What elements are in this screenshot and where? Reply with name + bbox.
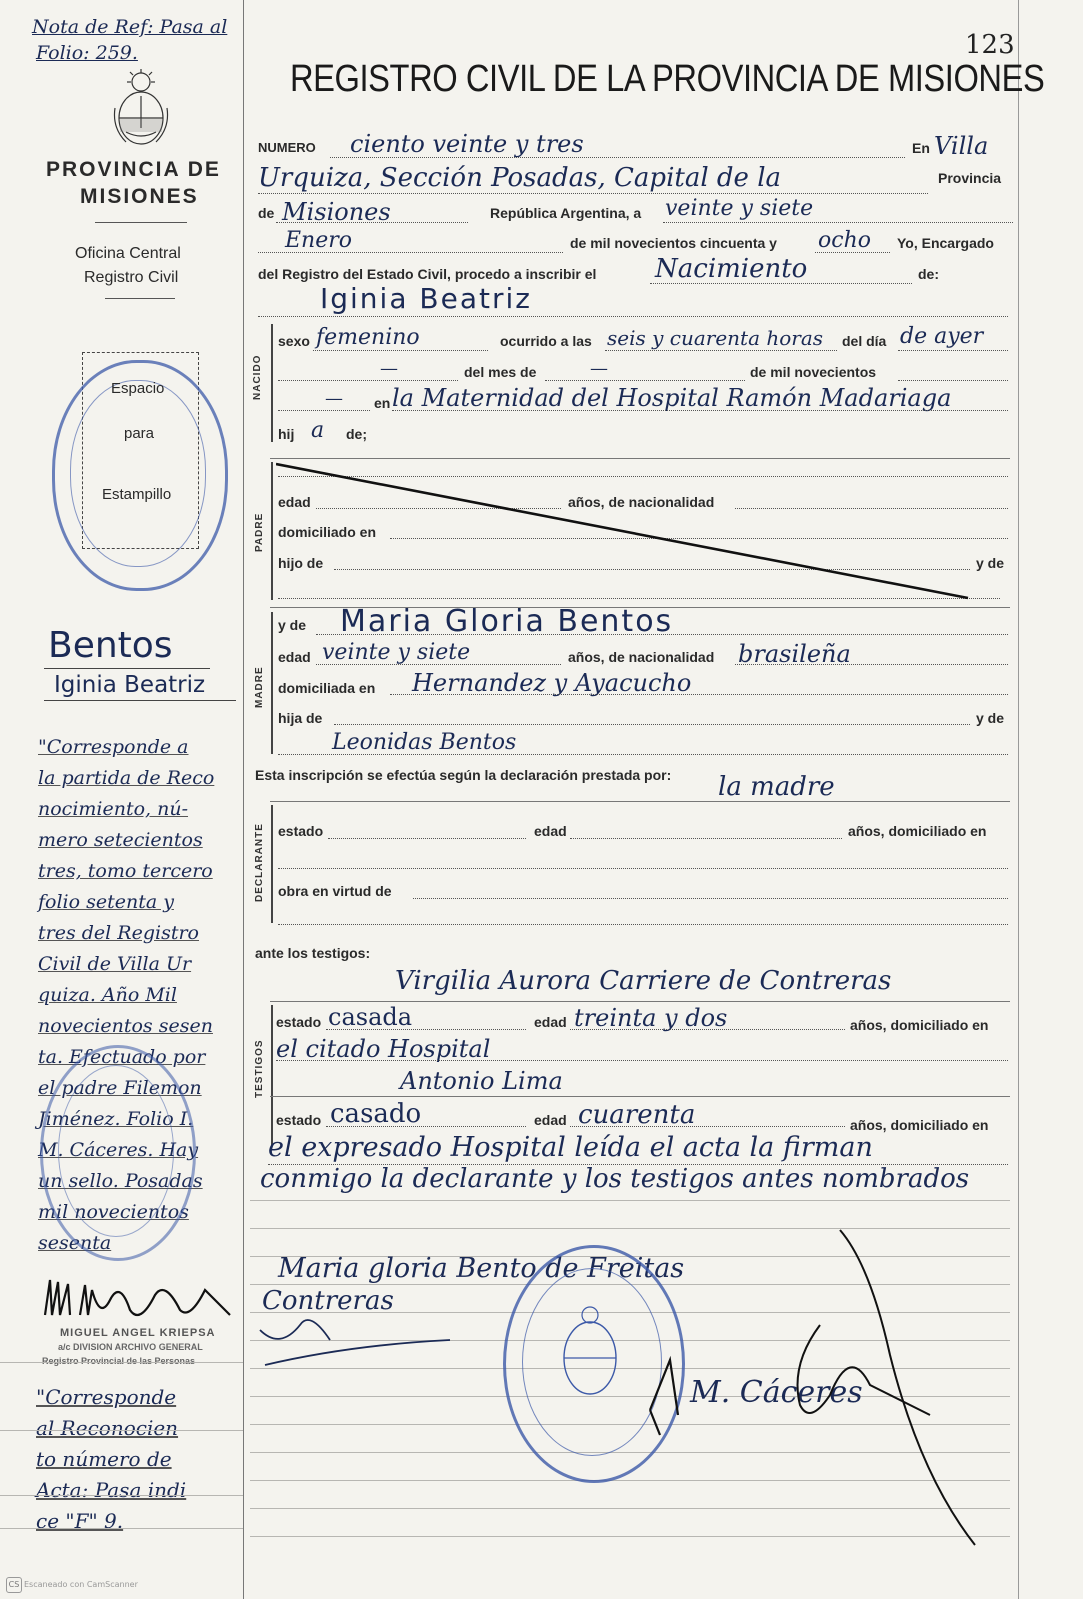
signature-declarante: Maria gloria Bento de Freitas <box>278 1253 685 1284</box>
stamp-box-text-2: para <box>124 425 155 442</box>
signature-rule <box>0 1495 243 1496</box>
testigos-intro-label: ante los testigos: <box>255 945 371 961</box>
margin-note-line: quiza. Año Mil <box>38 984 177 1006</box>
acto-dots <box>650 283 912 284</box>
testigo2-rule <box>270 1096 1010 1097</box>
coat-of-arms-icon <box>110 68 172 150</box>
nombre-value: Iginia Beatriz <box>320 282 532 315</box>
title-divider <box>95 222 187 223</box>
anio-dots <box>815 252 890 253</box>
left-margin-border <box>243 0 244 1599</box>
padre-edad-label: edad <box>278 494 311 510</box>
numero-label: NUMERO <box>258 140 316 155</box>
acto-value: Nacimiento <box>655 254 808 284</box>
province-title-2: MISIONES <box>80 185 199 208</box>
t1-domicilio-dots <box>276 1060 1008 1061</box>
padre-domicilio-label: domiciliado en <box>278 524 377 540</box>
line2-dots <box>258 193 928 194</box>
office-divider <box>105 298 175 299</box>
encargado-signature-stroke-icon <box>630 1225 990 1555</box>
testigos-section-label: TESTIGOS <box>254 1039 265 1098</box>
margin-signature-icon <box>40 1270 240 1330</box>
hij-value: a <box>311 418 325 443</box>
declarante-bracket <box>271 805 273 923</box>
declarante-last-dots <box>278 924 1008 925</box>
padre-bracket <box>271 462 273 600</box>
madre-hija-dots <box>334 724 970 725</box>
margin-note-line: el padre Filemon <box>38 1077 202 1099</box>
madre-nombre-dots <box>316 634 1008 635</box>
testigo2-edad: cuarenta <box>578 1100 696 1130</box>
declarante-edad-dots <box>570 838 842 839</box>
margin-given-names: Iginia Beatriz <box>54 672 206 698</box>
hij-label: hij <box>278 426 295 442</box>
testigos-top-rule <box>270 1001 1010 1002</box>
margin-bottom-note-line: ce "F" 9. <box>36 1509 124 1533</box>
madre-bracket <box>271 612 273 754</box>
provincia-label: Provincia <box>938 170 1002 186</box>
sexo-value: femenino <box>316 325 420 350</box>
yo-label: Yo, Encargado <box>897 235 994 251</box>
lugar-dots <box>392 410 1008 411</box>
madre-padres-dots <box>278 754 1008 755</box>
t1-edad-label: edad <box>534 1014 567 1030</box>
en-dots <box>278 410 370 411</box>
madre-domicilio-label: domiciliada en <box>278 680 376 696</box>
madre-domicilio-value: Hernandez y Ayacucho <box>412 669 692 697</box>
de-dots <box>276 222 468 223</box>
madre-padres-value: Leonidas Bentos <box>332 730 517 755</box>
t1-edad-dots <box>570 1029 845 1030</box>
madre-nombre-value: Maria Gloria Bentos <box>340 604 674 639</box>
nacido-bracket <box>271 324 273 442</box>
margin-note-line: sesenta <box>38 1232 112 1254</box>
dash2-value: — <box>325 388 343 409</box>
t1-estado-label: estado <box>276 1014 322 1030</box>
signature-rule <box>0 1528 243 1529</box>
document-title: REGISTRO CIVIL DE LA PROVINCIA DE MISIONES <box>290 58 1045 100</box>
signature-rule <box>250 1200 1010 1201</box>
margin-bottom-note-line: al Reconocien <box>36 1416 179 1440</box>
declarante-section-label: DECLARANTE <box>254 823 265 902</box>
margin-note-line: nocimiento, nú- <box>38 798 189 820</box>
en-label: En <box>912 140 930 156</box>
padre-yde-label: y de <box>976 555 1005 571</box>
t2-anios-label: años, domiciliado en <box>850 1117 989 1133</box>
en-value: Villa <box>934 132 989 160</box>
margin-bottom-note <box>36 1382 186 1537</box>
camscanner-icon: CS <box>6 1577 22 1593</box>
margin-note-line: Jiménez. Folio I. <box>38 1108 194 1130</box>
madre-yde-label: y de <box>278 617 307 633</box>
closing-text: conmigo la declarante y los testigos antes nombrados <box>260 1164 970 1194</box>
margin-bottom-note-line: Acta: Pasa indi <box>36 1478 187 1502</box>
margin-note-line: un sello. Posadas <box>38 1170 203 1192</box>
madre-edad-label: edad <box>278 649 311 665</box>
nacido-dia-value: de ayer <box>900 324 984 349</box>
margin-top-note-2: Folio: 259. <box>36 42 138 64</box>
signature-stroke-icon <box>250 1290 480 1370</box>
padre-hijo-label: hijo de <box>278 555 324 571</box>
margin-signature-title-1: a/c DIVISION ARCHIVO GENERAL <box>58 1342 203 1352</box>
t2-estado-dots <box>326 1126 526 1127</box>
t1-anios-label: años, domiciliado en <box>850 1017 989 1033</box>
declarante-por-value: la madre <box>718 772 835 802</box>
declarante-dom-dots <box>278 868 1008 869</box>
de-label: de <box>258 205 275 221</box>
madre-domicilio-dots <box>390 694 1008 695</box>
madre-yde2-label: y de <box>976 710 1005 726</box>
margin-signature-title-2: Registro Provincial de las Personas <box>42 1356 196 1366</box>
signature-rule <box>0 1362 243 1363</box>
nacido-mil-label: de mil novecientos <box>750 364 877 380</box>
margin-note-line: mero setecientos <box>38 829 203 851</box>
hora-dots <box>605 350 837 351</box>
seal-emblem-icon <box>555 1300 625 1410</box>
ocurrido-label: ocurrido a las <box>500 333 592 349</box>
dia-dots <box>663 222 1013 223</box>
mes-dots <box>258 252 563 253</box>
nacido-mes-value: — <box>590 358 608 379</box>
madre-edad-dots <box>316 664 561 665</box>
declarante-estado-label: estado <box>278 823 324 839</box>
margin-bottom-note-line: "Corresponde <box>36 1385 177 1409</box>
dash-value: — <box>380 358 398 379</box>
margin-round-seal-inner <box>58 1065 174 1237</box>
mes-label: del mes de <box>464 364 537 380</box>
stamp-box-text-3: Estampillo <box>102 486 172 503</box>
mil-label: de mil novecientos cincuenta y <box>570 235 777 251</box>
madre-hija-label: hija de <box>278 710 323 726</box>
madre-edad-value: veinte y siete <box>322 640 471 665</box>
page-number: 123 <box>965 30 1015 60</box>
sexo-label: sexo <box>278 333 310 349</box>
signature-testigo: Contreras <box>262 1286 394 1316</box>
margin-signature-name: MIGUEL ANGEL KRIEPSA <box>60 1327 216 1339</box>
margin-surname: Bentos <box>48 625 173 666</box>
t2-estado-label: estado <box>276 1112 322 1128</box>
margin-note-line: M. Cáceres. Hay <box>38 1139 199 1161</box>
republica-label: República Argentina, a <box>490 205 642 221</box>
testigos-bracket <box>271 1005 273 1145</box>
nacido-en-label: en <box>374 395 391 411</box>
declarante-obra-label: obra en virtud de <box>278 883 392 899</box>
margin-note-line: tres del Registro <box>38 922 199 944</box>
right-margin-border <box>1018 0 1019 1599</box>
margin-note-line: "Corresponde a <box>38 736 189 758</box>
declarante-edad-label: edad <box>534 823 567 839</box>
t2-edad-dots <box>570 1126 845 1127</box>
testigo1-domicilio: el citado Hospital <box>276 1035 491 1063</box>
dia-label: del día <box>842 333 887 349</box>
nombre-dots <box>258 316 1008 317</box>
margin-note-line: folio setenta y <box>38 891 174 913</box>
margin-note-line: ta. Efectuado por <box>38 1046 206 1068</box>
line2-value: Urquiza, Sección Posadas, Capital de la <box>258 163 782 193</box>
scanner-watermark: Escaneado con CamScanner <box>24 1580 138 1589</box>
hora-value: seis y cuarenta horas <box>607 326 824 350</box>
registro-label: del Registro del Estado Civil, procedo a inscribir el <box>258 266 597 282</box>
office-line-2: Registro Civil <box>84 269 179 286</box>
de2-label: de: <box>918 266 939 282</box>
margin-top-note-1: Nota de Ref: Pasa al <box>32 16 228 38</box>
declarante-estado-dots <box>328 838 526 839</box>
madre-anios-label: años, de nacionalidad <box>568 649 715 665</box>
testigo2-estado: casado <box>330 1099 422 1129</box>
margin-note-line: la partida de Reco <box>38 767 215 789</box>
testigo1-estado: casada <box>328 1003 413 1031</box>
office-line-1: Oficina Central <box>75 245 181 262</box>
madre-nacionalidad-value: brasileña <box>738 640 851 668</box>
signature-rule <box>0 1430 243 1431</box>
padre-anios-label: años, de nacionalidad <box>568 494 715 510</box>
de-value: Misiones <box>282 198 391 226</box>
margin-note-line: tres, tomo tercero <box>38 860 213 882</box>
hij-de-label: de; <box>346 426 367 442</box>
oval-seal-top-inner <box>70 380 206 567</box>
mes-dots-1 <box>278 380 458 381</box>
testigo1-nombre: Virgilia Aurora Carriere de Contreras <box>395 966 892 996</box>
testigo1-edad: treinta y dos <box>574 1004 728 1032</box>
padre-cancel-line <box>276 462 1016 602</box>
madre-section-label: MADRE <box>254 666 265 708</box>
lugar-value: la Maternidad del Hospital Ramón Madariaga <box>392 384 952 412</box>
province-title-1: PROVINCIA DE <box>46 158 221 181</box>
signature-encargado: M. Cáceres <box>690 1375 863 1410</box>
mes-value: Enero <box>285 228 353 253</box>
numero-value: ciento veinte y tres <box>350 130 584 158</box>
margin-note-line: novecientos sesen <box>38 1015 213 1037</box>
surname-underline <box>44 668 210 669</box>
mes-dots-2 <box>545 380 745 381</box>
margin-note-line: Civil de Villa Ur <box>38 953 192 975</box>
anio-value: ocho <box>818 228 871 253</box>
t2-edad-label: edad <box>534 1112 567 1128</box>
margin-note-line: mil novecientos <box>38 1201 189 1223</box>
declarante-top-rule <box>270 801 1010 802</box>
sexo-dots <box>313 350 488 351</box>
nacido-section-label: NACIDO <box>252 354 263 400</box>
stamp-box-text-1: Espacio <box>111 380 165 397</box>
testigo2-nombre: Antonio Lima <box>400 1067 563 1095</box>
declarante-obra-dots <box>413 898 1008 899</box>
dia-dots-2 <box>898 350 1008 351</box>
margin-bottom-note-line: to número de <box>36 1447 172 1471</box>
declarante-intro-label: Esta inscripción se efectúa según la declaración prestada por: <box>255 767 672 783</box>
madre-nac-dots <box>735 664 1008 665</box>
given-underline <box>44 700 236 701</box>
padre-section-label: PADRE <box>254 512 265 552</box>
dia-value: veinte y siete <box>665 196 814 221</box>
testigo2-domicilio: el expresado Hospital leída el acta la firman <box>268 1132 873 1163</box>
mil-dots <box>898 380 1008 381</box>
declarante-anios-label: años, domiciliado en <box>848 823 987 839</box>
padre-top-rule <box>270 458 1010 459</box>
t1-estado-dots <box>326 1029 526 1030</box>
